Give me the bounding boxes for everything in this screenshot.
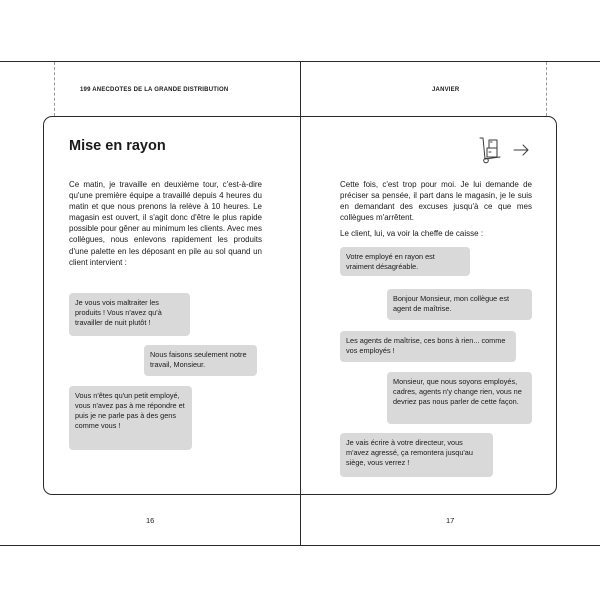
right-margin-dashed-line — [546, 62, 547, 116]
arrow-right-icon — [514, 145, 528, 155]
left-running-head: 199 ANECDOTES DE LA GRANDE DISTRIBUTION — [80, 87, 229, 93]
page-title: Mise en rayon — [69, 138, 166, 154]
left-margin-dashed-line — [54, 62, 55, 116]
hand-truck-boxes-icon — [476, 133, 532, 165]
chat-bubble-employee-1: Nous faisons seulement notre travail, Monsieur. — [144, 345, 257, 376]
chat-bubble-client-3: Votre employé en rayon est vraiment désagréable. — [340, 247, 470, 276]
right-page-number: 17 — [446, 516, 455, 525]
category-icon-group — [476, 133, 532, 165]
page-bottom-rule — [0, 545, 600, 546]
right-paragraph-1: Cette fois, c'est trop pour moi. Je lui demande de préciser sa pensée, il part dans le magasin, je le suis en demandant des excuses jusqu'à ce que mes collègues m'arrêtent. — [340, 180, 532, 223]
right-paragraph-2: Le client, lui, va voir la cheffe de caisse : — [340, 229, 484, 238]
right-running-head: JANVIER — [432, 87, 460, 93]
chat-bubble-client-2: Vous n'êtes qu'un petit employé, vous n'avez pas à me répondre et puis je ne parle pas à des gens comme vous ! — [69, 386, 192, 450]
chat-bubble-client-5: Je vais écrire à votre directeur, vous m'avez agressé, ça remontera jusqu'au siège, vous verrez ! — [340, 433, 493, 477]
chat-bubble-cashier-2: Monsieur, que nous soyons employés, cadres, agents n'y change rien, vous ne devriez pas nous parler de cette façon. — [387, 372, 532, 424]
chat-bubble-client-4: Les agents de maîtrise, ces bons à rien... comme vos employés ! — [340, 331, 516, 362]
left-page-number: 16 — [146, 516, 155, 525]
chat-bubble-cashier-1: Bonjour Monsieur, mon collègue est agent de maîtrise. — [387, 289, 532, 320]
left-paragraph: Ce matin, je travaille en deuxième tour, c'est-à-dire qu'une première équipe a travaillé depuis 4 heures du matin et que nous prenons la relève à 10 heures. Le magasin est ouvert, il s'agit donc d'être le plus rapide possible pour gêner au minimum les clients. Avec mes collègues, nous enlevons rapidement les produits d'une palette en les déposant en pile au sol quand un client intervient : — [69, 180, 262, 267]
chat-bubble-client-1: Je vous vois maltraiter les produits ! Vous n'avez qu'à travailler de nuit plutôt ! — [69, 293, 190, 336]
